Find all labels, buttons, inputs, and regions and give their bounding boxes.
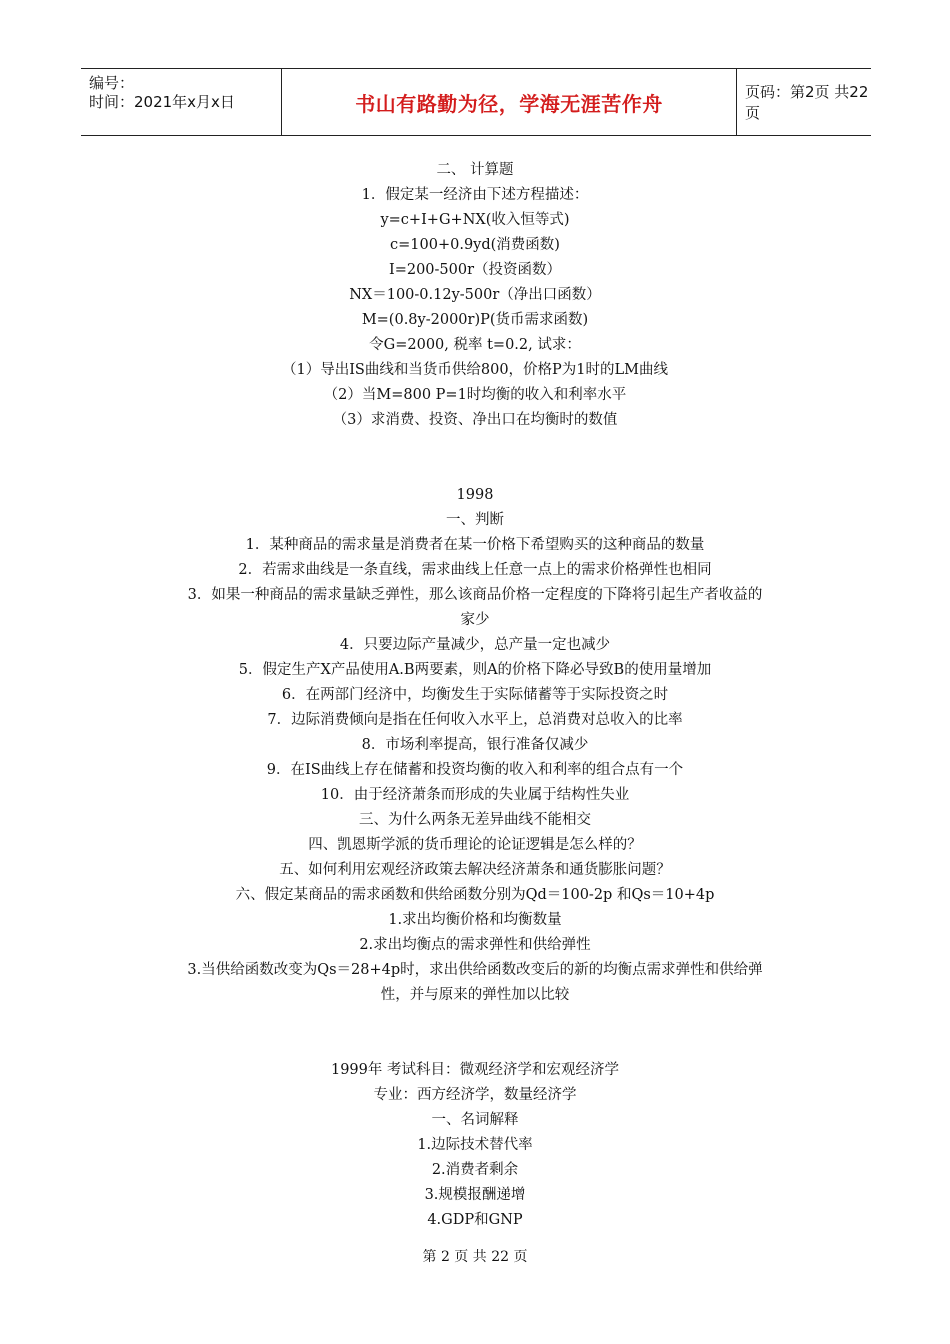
- question-item: 1.边际技术替代率: [417, 1137, 533, 1153]
- question-item: 3．如果一种商品的需求量缺乏弹性，那么该商品价格一定程度的下降将引起生产者收益的: [187, 587, 763, 603]
- question-item-continued: 家少: [460, 612, 490, 628]
- question-item: 4．只要边际产量减少，总产量一定也减少: [339, 637, 611, 653]
- question-item-continued: 性，并与原来的弹性加以比较: [380, 987, 570, 1003]
- equation-line: c=100+0.9yd(消费函数): [390, 237, 560, 253]
- year-heading: 1999年 考试科目：微观经济学和宏观经济学: [330, 1062, 619, 1078]
- question-item: 2.求出均衡点的需求弹性和供给弹性: [359, 937, 591, 953]
- question-item: 1．某种商品的需求量是消费者在某一价格下希望购买的这种商品的数量: [245, 537, 705, 553]
- page-footer: 第 2 页 共 22 页: [422, 1249, 528, 1265]
- page-header: [81, 68, 871, 136]
- text-line: 专业：西方经济学，数量经济学: [373, 1087, 577, 1103]
- section-heading: 二、 计算题: [436, 162, 514, 178]
- question-item: 9．在IS曲线上存在储蓄和投资均衡的收入和利率的组合点有一个: [266, 762, 684, 778]
- section-heading: 六、假定某商品的需求函数和供给函数分别为Qd＝100-2p 和Qs＝10+4p: [235, 887, 715, 903]
- question-item: 8．市场利率提高，银行准备仅减少: [361, 737, 589, 753]
- question-item: 2．若需求曲线是一条直线，需求曲线上任意一点上的需求价格弹性也相同: [238, 562, 712, 578]
- year-heading: 1998: [456, 487, 494, 503]
- equation-line: y=c+I+G+NX(收入恒等式): [380, 212, 570, 228]
- date-label: 时间：2021年x月x日: [89, 93, 235, 111]
- equation-line: NX＝100-0.12y-500r（净出口函数）: [349, 287, 601, 303]
- question-item: 1.求出均衡价格和均衡数量: [388, 912, 562, 928]
- text-line: 1．假定某一经济由下述方程描述：: [361, 187, 589, 203]
- question-item: 6．在两部门经济中，均衡发生于实际储蓄等于实际投资之时: [281, 687, 669, 703]
- equation-line: M=(0.8y-2000r)P(货币需求函数): [361, 312, 589, 328]
- header-meta: [81, 69, 281, 135]
- question-item: 5．假定生产X产品使用A.B两要素，则A的价格下降必导致B的使用量增加: [238, 662, 712, 678]
- question-item: 2.消费者剩余: [431, 1162, 519, 1178]
- header-page-label: 页码：第2页 共22页: [745, 83, 869, 122]
- question-item: 3.规模报酬递增: [424, 1187, 526, 1203]
- section-heading: 四、凯恩斯学派的货币理论的论证逻辑是怎么样的？: [308, 837, 642, 853]
- question-item: 10．由于经济萧条而形成的失业属于结构性失业: [320, 787, 630, 803]
- question-item: （3）求消费、投资、净出口在均衡时的数值: [332, 412, 618, 428]
- number-label: 编号：: [89, 74, 135, 92]
- equation-line: I=200-500r（投资函数）: [388, 262, 562, 278]
- section-heading: 三、为什么两条无差异曲线不能相交: [359, 812, 591, 828]
- question-item: 7．边际消费倾向是指在任何收入水平上，总消费对总收入的比率: [267, 712, 683, 728]
- text-line: 令G=2000, 税率 t=0.2, 试求：: [369, 337, 581, 353]
- header-motto: 书山有路勤为径，学海无涯苦作舟: [355, 91, 663, 116]
- question-item: （2）当M=800 P=1时均衡的收入和利率水平: [323, 387, 627, 403]
- question-item: （1）导出IS曲线和当货币供给800，价格P为1时的LM曲线: [281, 362, 669, 378]
- question-item: 4.GDP和GNP: [427, 1212, 523, 1228]
- section-heading: 一、名词解释: [431, 1112, 519, 1128]
- section-heading: 五、如何利用宏观经济政策去解决经济萧条和通货膨胀问题？: [279, 862, 671, 878]
- section-heading: 一、判断: [446, 512, 504, 528]
- question-item: 3.当供给函数改变为Qs＝28+4p时，求出供给函数改变后的新的均衡点需求弹性和供给弹: [187, 962, 763, 978]
